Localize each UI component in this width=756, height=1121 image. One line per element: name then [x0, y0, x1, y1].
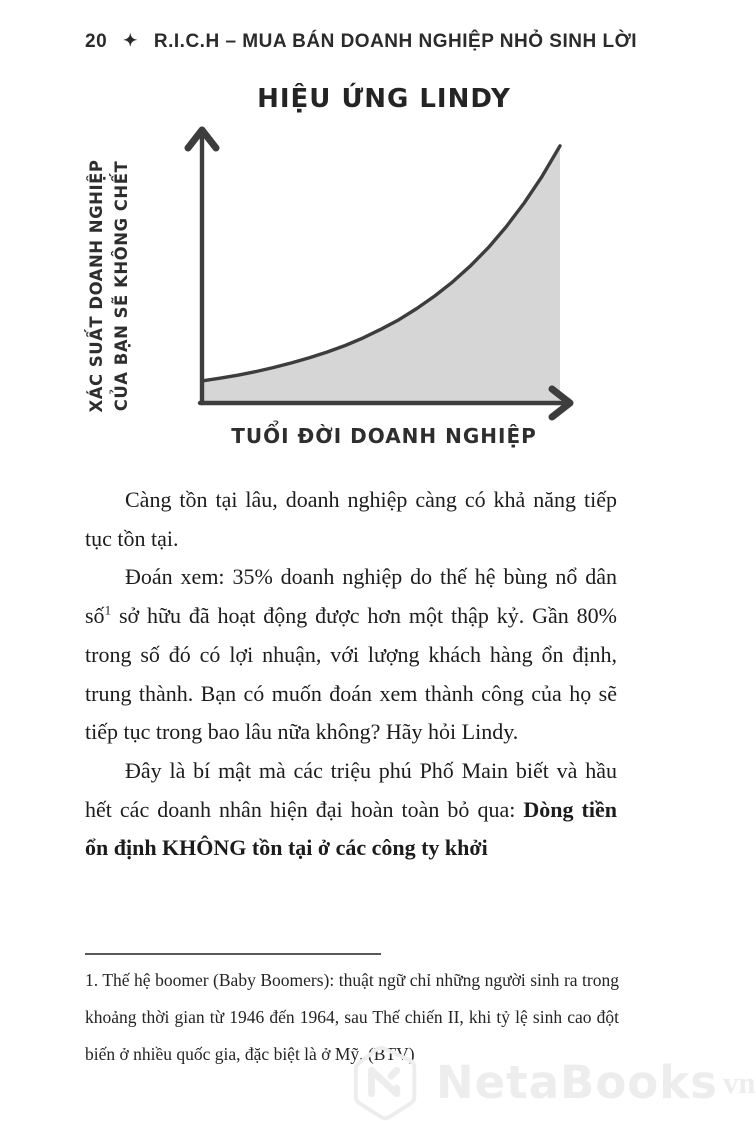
paragraph-2-text-b: sở hữu đã hoạt động được hơn một thập kỷ. Gần 80% trong số đó có lợi nhuận, với lượng khách hàng ổn định, trung thành. Bạn có muốn đoán xem thành công của họ sẽ tiếp tục trong bao lâu nữa không? Hãy hỏi Lindy. [85, 603, 617, 745]
x-axis-label: TUỔI ĐỜI DOANH NGHIỆP [231, 424, 537, 448]
curve-fill [202, 146, 560, 401]
paragraph-3-text: Đây là bí mật mà các triệu phú Phố Main biết và hầu hết các doanh nhân hiện đại hoàn toàn bỏ qua: [85, 757, 617, 822]
footnote-divider [85, 953, 381, 955]
footnote: 1. Thế hệ boomer (Baby Boomers): thuật ngữ chỉ những người sinh ra trong khoảng thời gian từ 1946 đến 1964, sau Thế chiến II, khi tỷ lệ sinh cao đột biến ở nhiều quốc gia, đặc biệt là ở Mỹ. (BTV) [85, 970, 619, 1064]
page-number: 20 [85, 31, 108, 52]
star-icon: ✦ [123, 31, 138, 50]
chart-title: HIỆU ỨNG LINDY [257, 84, 511, 114]
running-head [85, 31, 638, 53]
paragraph-2 [85, 558, 617, 752]
hexagon-n-icon [350, 1045, 428, 1121]
book-title: R.I.C.H – MUA BÁN DOANH NGHIỆP NHỎ SINH LỜI [153, 31, 638, 52]
watermark-tld: vn [722, 1064, 756, 1100]
paragraph-3-bold-text: Dòng tiền ổn định KHÔNG tồn tại ở các công ty khởi [85, 796, 617, 861]
paragraph-2-text-a: Đoán xem: 35% doanh nghiệp do thế hệ bùng nổ dân số [85, 564, 617, 629]
paragraph-1-text: Càng tồn tại lâu, doanh nghiệp càng có khả năng tiếp tục tồn tại. [85, 487, 617, 551]
lindy-effect-figure [0, 78, 700, 460]
y-axis-label [84, 146, 140, 426]
lindy-effect-chart [100, 120, 590, 420]
netabooks-watermark [350, 1044, 756, 1121]
footnote-reference-marker: 1 [104, 602, 112, 618]
y-axis-label-line1: XÁC SUẤT DOANH NGHIỆP [87, 159, 106, 413]
paragraph-1 [85, 481, 617, 558]
paragraph-3 [85, 752, 617, 868]
body-text [85, 481, 617, 868]
watermark-brand: NetaBooks [436, 1056, 718, 1109]
y-axis-label-line2: CỦA BẠN SẼ KHÔNG CHẾT [112, 160, 131, 412]
